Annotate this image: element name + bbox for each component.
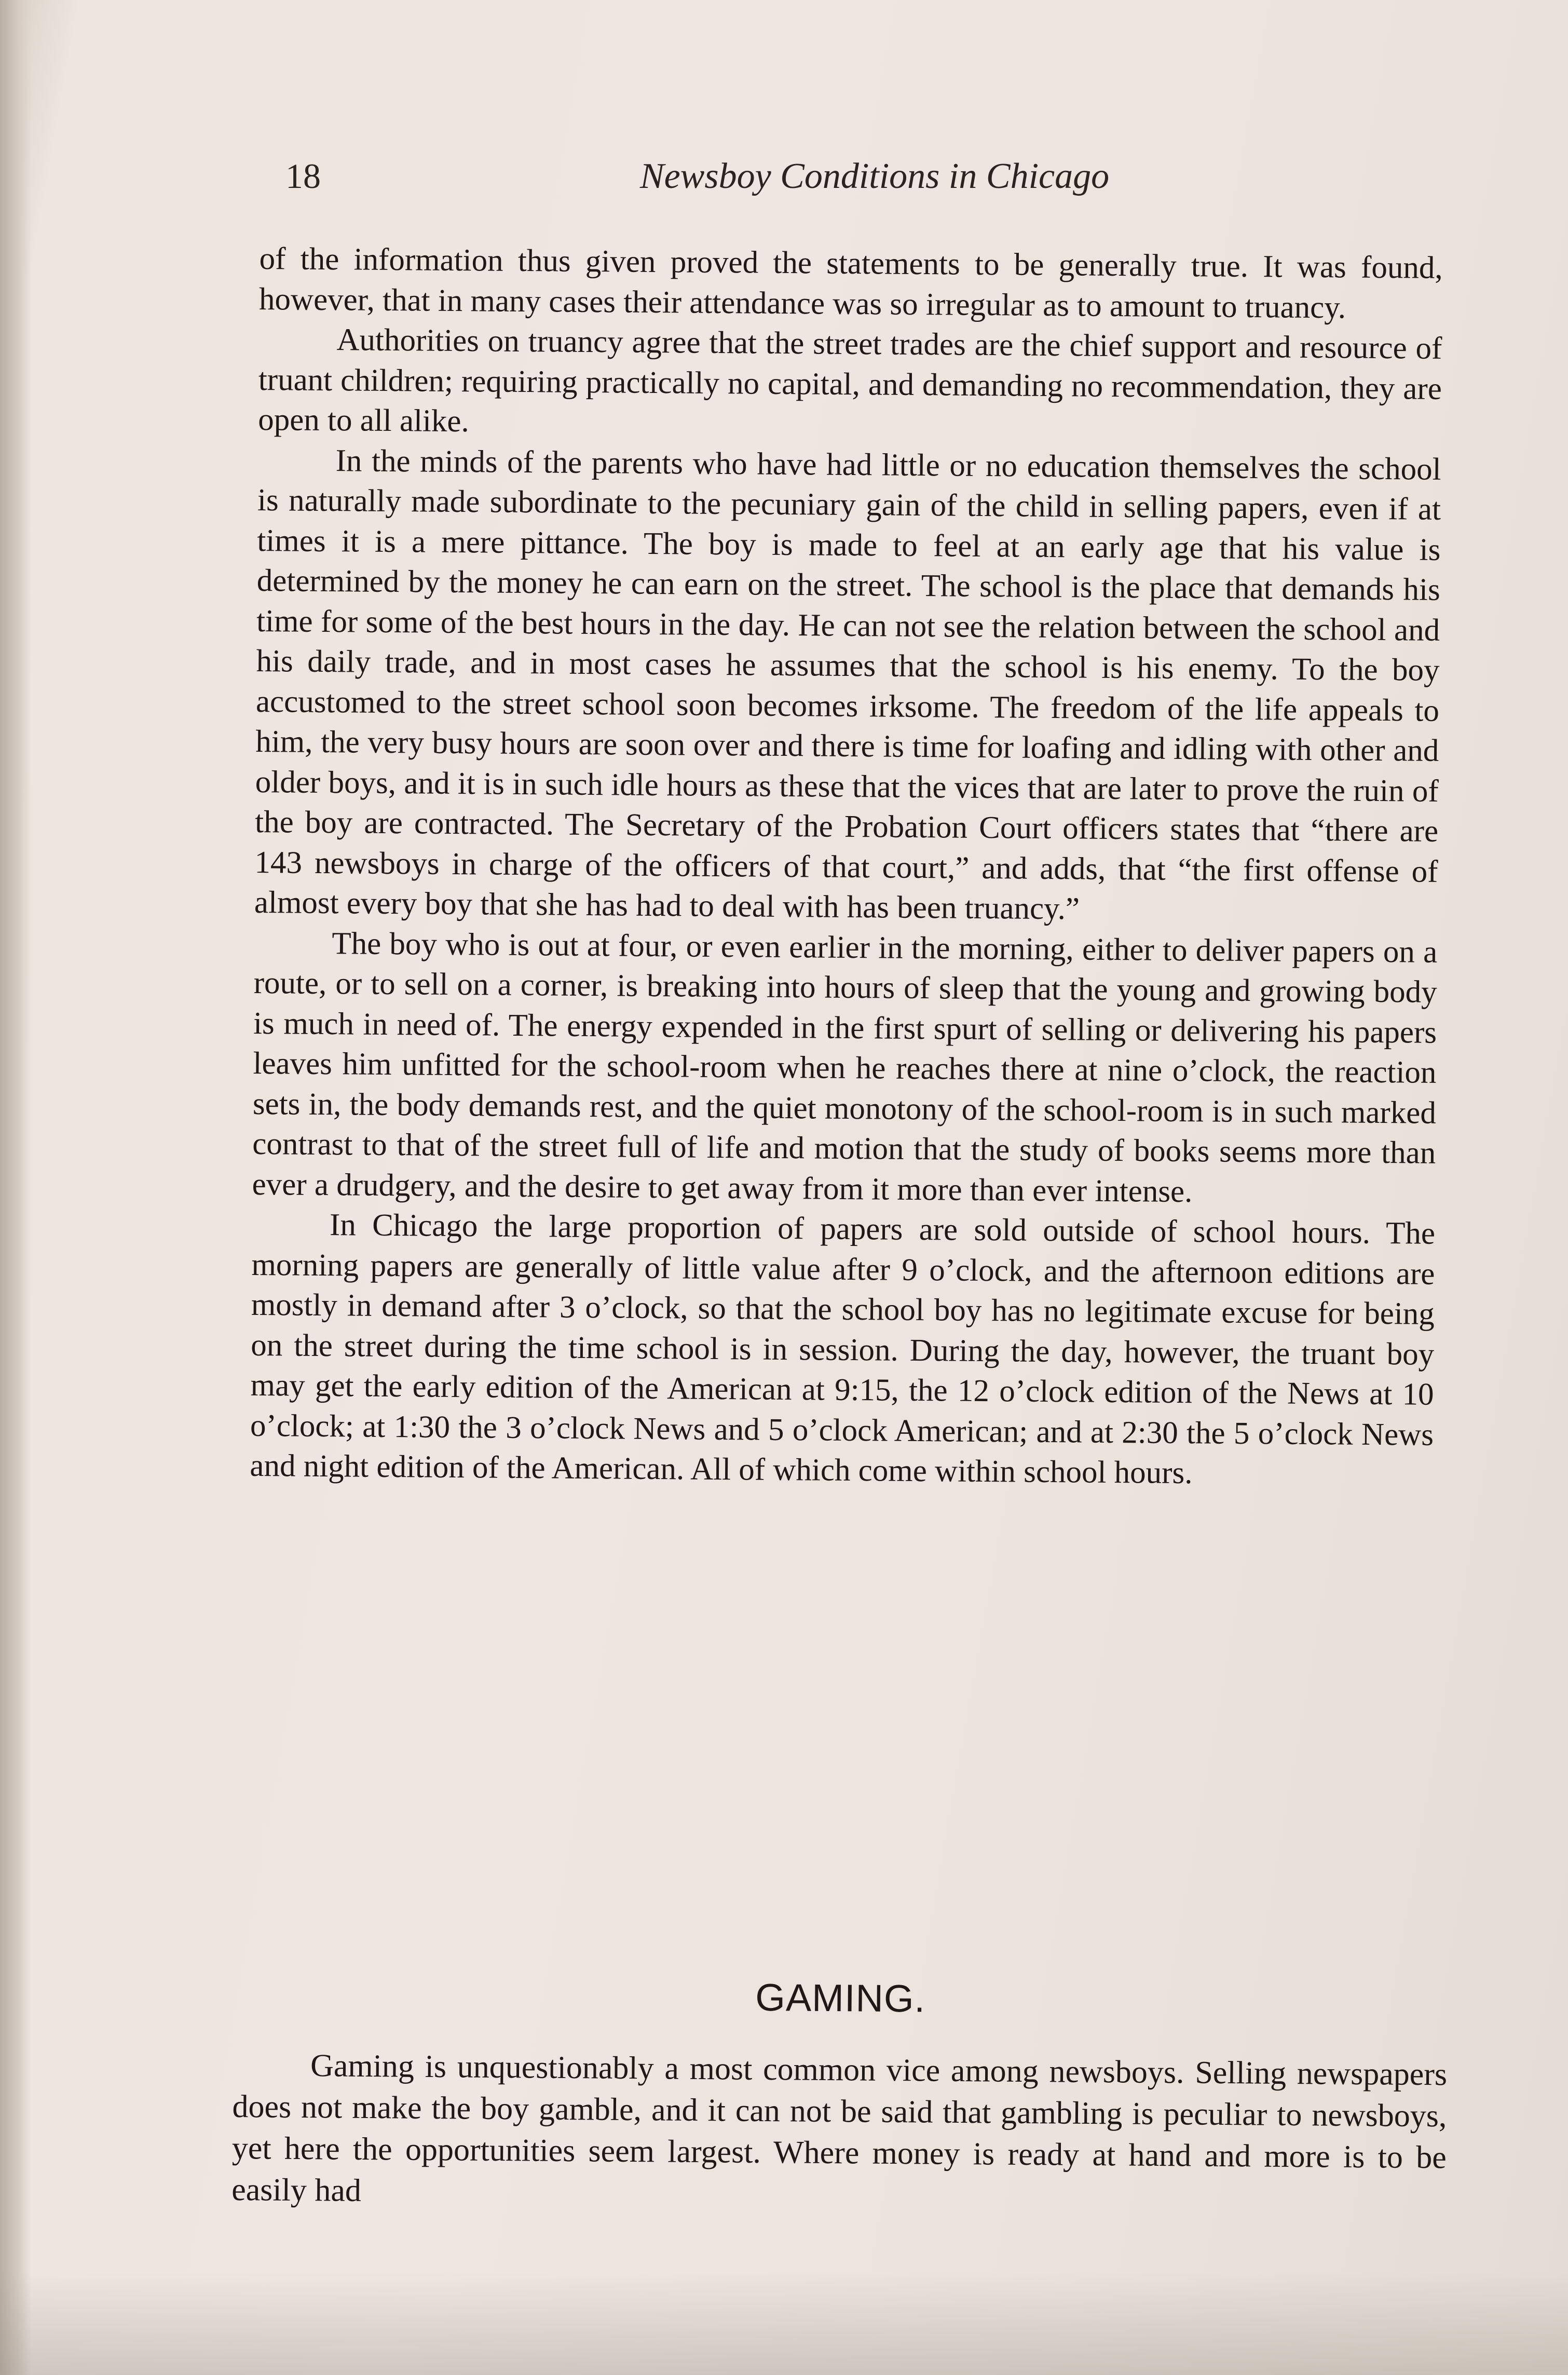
paragraph-continued: of the information thus given proved the statements to be generally true. It was found, however, that in many cases their attendance was so irregular as to amount to truancy. <box>258 241 1443 325</box>
running-title: Newsboy Conditions in Chicago <box>639 156 1110 196</box>
running-header <box>285 156 1464 213</box>
section-heading-gaming: GAMING. <box>755 1975 926 2020</box>
body-text <box>250 239 1443 1495</box>
binding-shadow <box>0 0 31 2375</box>
paragraph-parents: In the minds of the parents who have had little or no education themselves the school is naturally made subordinate to the pecuniary gain of the child in selling papers, even if at times it is a mere pittance. The boy is made to feel at an early age that his value is determined by the money he can earn on the street. The school is the place that demands his time for some of the best hours in the day. He can not see the relation between the school and his daily trade, and in most cases he assumes that the school is his enemy. To the boy accustomed to the street school soon becomes irksome. The freedom of the life appeals to him, the very busy hours are soon over and there is time for loafing and idling with other and older boys, and it is in such idle hours as these that the vices that are later to prove the ruin of the boy are contracted. The Secretary of the Probation Court officers states that “there are 143 newsboys in charge of the officers of that court,” and adds, that “the first offense of almost every boy that she has had to deal with has been truancy.” <box>254 443 1441 927</box>
paragraph-gaming: Gaming is unquestionably a most common vice among newsboys. Selling newspapers does not make the boy gamble, and it can not be said that gambling is peculiar to newsboys, yet here the opportunities seem largest. Where money is ready at hand and more is to be easily had <box>231 2048 1448 2208</box>
bottom-shadow <box>0 2271 1568 2375</box>
paragraph-early-morning: The boy who is out at four, or even earlier in the morning, either to deliver papers on a route, or to sell on a corner, is breaking into hours of sleep that the young and growing body is much in need of. The energy expended in the first spurt of selling or delivering his papers leaves him unfitted for the school-room when he reaches there at nine o’clock, the reaction sets in, the body demands rest, and the quiet monotony of the school-room is in such marked contrast to that of the street full of life and motion that the study of books seems more than ever a drudgery, and the desire to get away from it more than ever intense. <box>252 926 1438 1209</box>
paragraph-chicago-hours: In Chicago the large proportion of papers are sold outside of school hours. The morning papers are generally of little value after 9 o’clock, and the afternoon editions are mostly in demand after 3 o’clock, so that the school boy has no legitimate excuse for being on the street during the time school is in session. During the day, however, the truant boy may get the early edition of the American at 9:15, the 12 o’clock edition of the News at 10 o’clock; at 1:30 the 3 o’clock News and 5 o’clock American; and at 2:30 the 5 o’clock News and night edition of the American. All of which come within school hours. <box>250 1207 1436 1491</box>
gaming-section <box>231 1942 1448 2220</box>
page-number: 18 <box>285 156 321 196</box>
paragraph-authorities: Authorities on truancy agree that the street trades are the chief support and resource of truant children; requiring practically no capital, and demanding no recommendation, they are open to all alike. <box>257 322 1442 439</box>
